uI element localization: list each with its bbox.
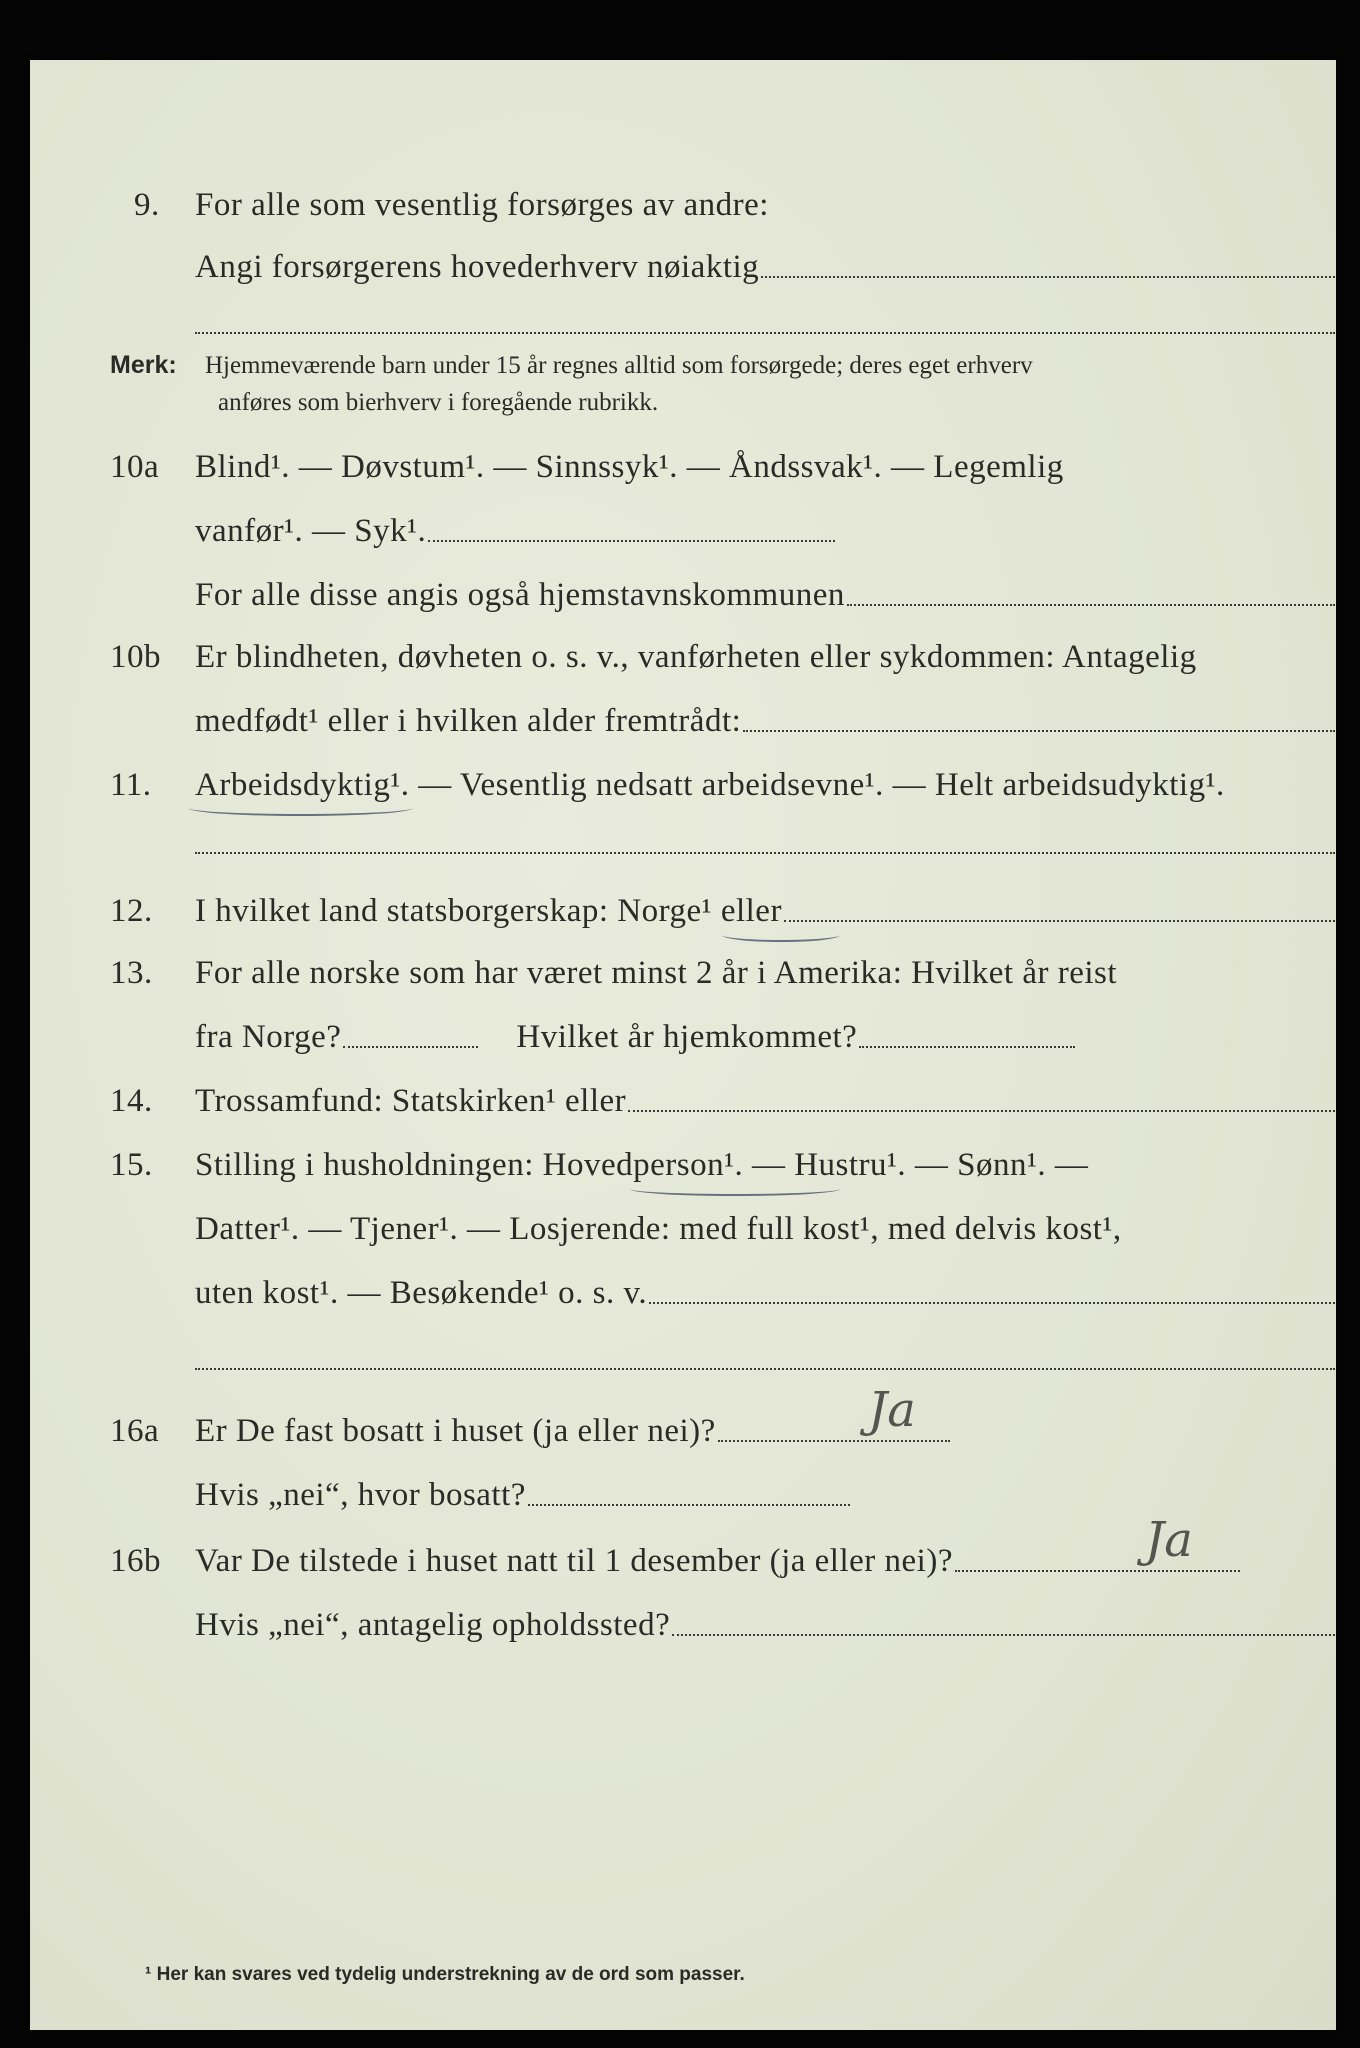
merk-note-line2 [218,384,658,422]
q15-text: Stilling i husholdningen: Hovedperson¹. — Hustru¹. — Sønn¹. — [195,1147,1089,1183]
q9-row2 [195,242,1335,286]
q11-handwritten-underline [188,800,413,816]
q13-text2a: fra Norge? [195,1019,342,1055]
q16a-text2: Hvis „nei“, hvor bosatt? [195,1477,526,1513]
q10b-text: Er blindheten, døvheten o. s. v., vanførheten eller sykdommen: Antagelig [195,639,1197,675]
q16a-bosatt-line[interactable] [528,1503,850,1506]
q15-answer-line[interactable] [649,1301,1335,1304]
q10a-row2 [195,506,835,550]
q11-answer-line[interactable] [195,852,1335,854]
merk-label: Merk: [110,351,177,379]
q16a-text: Er De fast bosatt i huset (ja eller nei)? [195,1413,716,1449]
q10a-text2: vanfør¹. — Syk¹. [195,513,427,549]
q16b-row2 [195,1600,1335,1644]
q12-row1 [30,886,1335,930]
q10a-syk-line[interactable] [428,539,835,542]
q10b-row1 [30,632,1320,676]
q9-extra-line[interactable] [195,332,1335,334]
q13-row2 [195,1012,1075,1056]
q12-number: 12. [110,893,153,929]
q15-row2 [195,1204,1335,1248]
q16b-text: Var De tilstede i huset natt til 1 desember (ja eller nei)? [195,1543,953,1579]
footnote: ¹ Her kan svares ved tydelig understrekning av de ord som passer. [145,1964,745,1985]
q10b-text2: medfødt¹ eller i hvilken alder fremtrådt: [195,703,742,739]
q10a-kommune-line[interactable] [847,603,1335,606]
q15-extra-line[interactable] [195,1368,1335,1370]
form-page [30,60,1336,2030]
q11-number: 11. [110,767,152,803]
q9-text: For alle som vesentlig forsørges av andre: [195,187,769,223]
q10b-answer-line[interactable] [743,729,1335,732]
q13-text: For alle norske som har været minst 2 år i Amerika: Hvilket år reist [195,955,1118,991]
q12-text: I hvilket land statsborgerskap: Norge¹ eller [195,893,782,929]
q10a-row3 [195,570,1335,614]
q15-row1 [30,1140,1335,1184]
q10b-row2 [195,696,1335,740]
q16a-answer-line[interactable] [718,1439,950,1442]
q16b-handwritten-answer: Ja [1145,1512,1193,1568]
q16b-text2: Hvis „nei“, antagelig opholdssted? [195,1607,671,1643]
q15-text2: Datter¹. — Tjener¹. — Losjerende: med full kost¹, med delvis kost¹, [195,1211,1122,1247]
q10a-number: 10a [110,449,160,485]
q14-row1 [30,1076,1335,1120]
q10a-row1 [30,442,1310,486]
merk-note [110,346,1033,385]
q15-row3 [195,1268,1335,1312]
q9-answer-line[interactable] [761,275,1335,278]
q12-handwritten-underline [722,928,840,942]
q11-row1 [30,760,1330,804]
q12-answer-line[interactable] [784,919,1335,922]
q16b-row1 [30,1536,1240,1580]
merk-line1: Hjemmeværende barn under 15 år regnes alltid som forsørgede; deres eget erhverv [204,352,1033,379]
q13-hjemkommet-line[interactable] [859,1045,1075,1048]
q16b-answer-line[interactable] [955,1569,1240,1572]
q9-text2: Angi forsørgerens hovederhverv nøiaktig [195,249,760,285]
merk-line2: anføres som bierhverv i foregående rubrikk. [218,389,659,416]
q16a-number: 16a [110,1413,160,1449]
q14-answer-line[interactable] [628,1109,1335,1112]
q15-text3: uten kost¹. — Besøkende¹ o. s. v. [195,1275,648,1311]
q10a-text3: For alle disse angis også hjemstavnskommunen [195,577,845,613]
q14-number: 14. [110,1083,153,1119]
q9-row1 [30,180,1300,224]
q16a-handwritten-answer: Ja [868,1382,916,1438]
q13-reist-line[interactable] [343,1045,478,1048]
q13-number: 13. [110,955,153,991]
q15-handwritten-underline [630,1182,840,1196]
q16b-opholdssted-line[interactable] [672,1633,1335,1636]
q14-text: Trossamfund: Statskirken¹ eller [195,1083,627,1119]
q16a-row1 [30,1406,950,1450]
q13-text2b: Hvilket år hjemkommet? [516,1019,858,1055]
q10b-number: 10b [110,639,161,675]
q16a-row2 [195,1470,850,1514]
q16b-number: 16b [110,1543,161,1579]
q13-row1 [30,948,1330,992]
q11-text: Arbeidsdyktig¹. — Vesentlig nedsatt arbeidsevne¹. — Helt arbeidsudyktig¹. [195,767,1225,803]
q9-number: 9. [134,187,160,223]
q10a-text: Blind¹. — Døvstum¹. — Sinnssyk¹. — Åndssvak¹. — Legemlig [195,449,1064,485]
q15-number: 15. [110,1147,153,1183]
